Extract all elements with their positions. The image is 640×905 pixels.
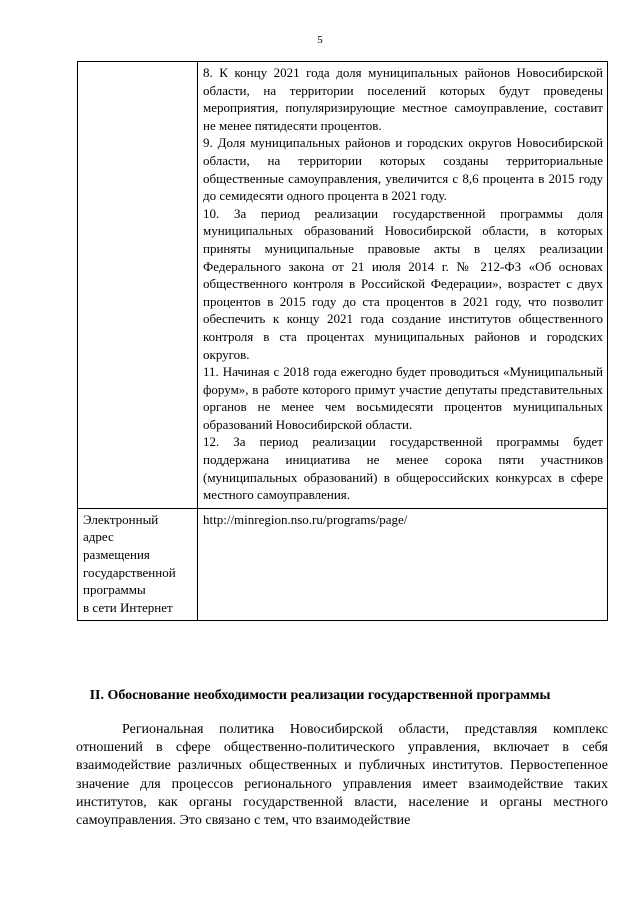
table-cell-empty-label	[78, 62, 198, 509]
label-line: адрес	[83, 529, 114, 545]
label-line: в сети Интернет	[83, 599, 173, 615]
body-paragraph: Региональная политика Новосибирской области, представляя комплекс отношений в сфере общественно-политического управления, включает в себя взаимодействие различных общественных и публичных институтов. Первостепенное значение для процессов регионального управления имеет взаимодействие таких институтов, как органы государственной власти, население и органы местного самоуправления. Это связано с тем, что взаимодействие	[76, 722, 608, 829]
section-heading: II. Обоснование необходимости реализации государственной программы	[89, 688, 551, 703]
page-number: 5	[317, 34, 323, 46]
list-item: 11. Начиная с 2018 года ежегодно будет проводиться «Муниципальный форум», в работе которого примут участие депутаты представительных органов не менее чем восьмидесяти процентов муниципальных образований Новосибирской области.	[203, 364, 603, 432]
web-address-label	[78, 508, 198, 621]
list-item: 8. К концу 2021 года доля муниципальных районов Новосибирской области, на территории поселений которых будут проведены мероприятия, популяризирующие местное самоуправление, составит не менее пятидесяти процентов.	[203, 65, 603, 133]
indicators-cell	[198, 62, 608, 509]
label-line: программы	[83, 582, 146, 598]
program-passport-table	[77, 61, 608, 621]
table-row	[78, 62, 608, 509]
web-address-value: http://minregion.nso.ru/programs/page/	[198, 508, 608, 621]
label-line: размещения	[83, 547, 150, 563]
table-row	[78, 508, 608, 621]
list-item: 9. Доля муниципальных районов и городских округов Новосибирской области, на территории которых созданы территориальные общественные самоуправления, увеличится с 8,6 процента в 2015 году до семидесяти одного процента в 2021 году.	[203, 135, 603, 204]
label-line: Электронный	[83, 511, 159, 527]
label-line: государственной	[83, 564, 176, 580]
list-item: 10. За период реализации государственной программы доля муниципальных образований Новосибирской области, в которых приняты муниципальные правовые акты в целях реализации Федерального закона от 21 июля 2014 г. № 212-ФЗ «Об основах общественного контроля в Российской Федерации», возрастет с двух процентов в 2015 году до ста процентов в 2021 году, что позволит обеспечить к концу 2021 года создание институтов общественного контроля в ста процентах муниципальных районов и городских округов.	[203, 205, 603, 362]
list-item: 12. За период реализации государственной программы будет поддержана инициатива не менее сорока пяти участников (муниципальных образований) в общероссийских конкурсах в сфере местного самоуправления.	[203, 434, 603, 503]
